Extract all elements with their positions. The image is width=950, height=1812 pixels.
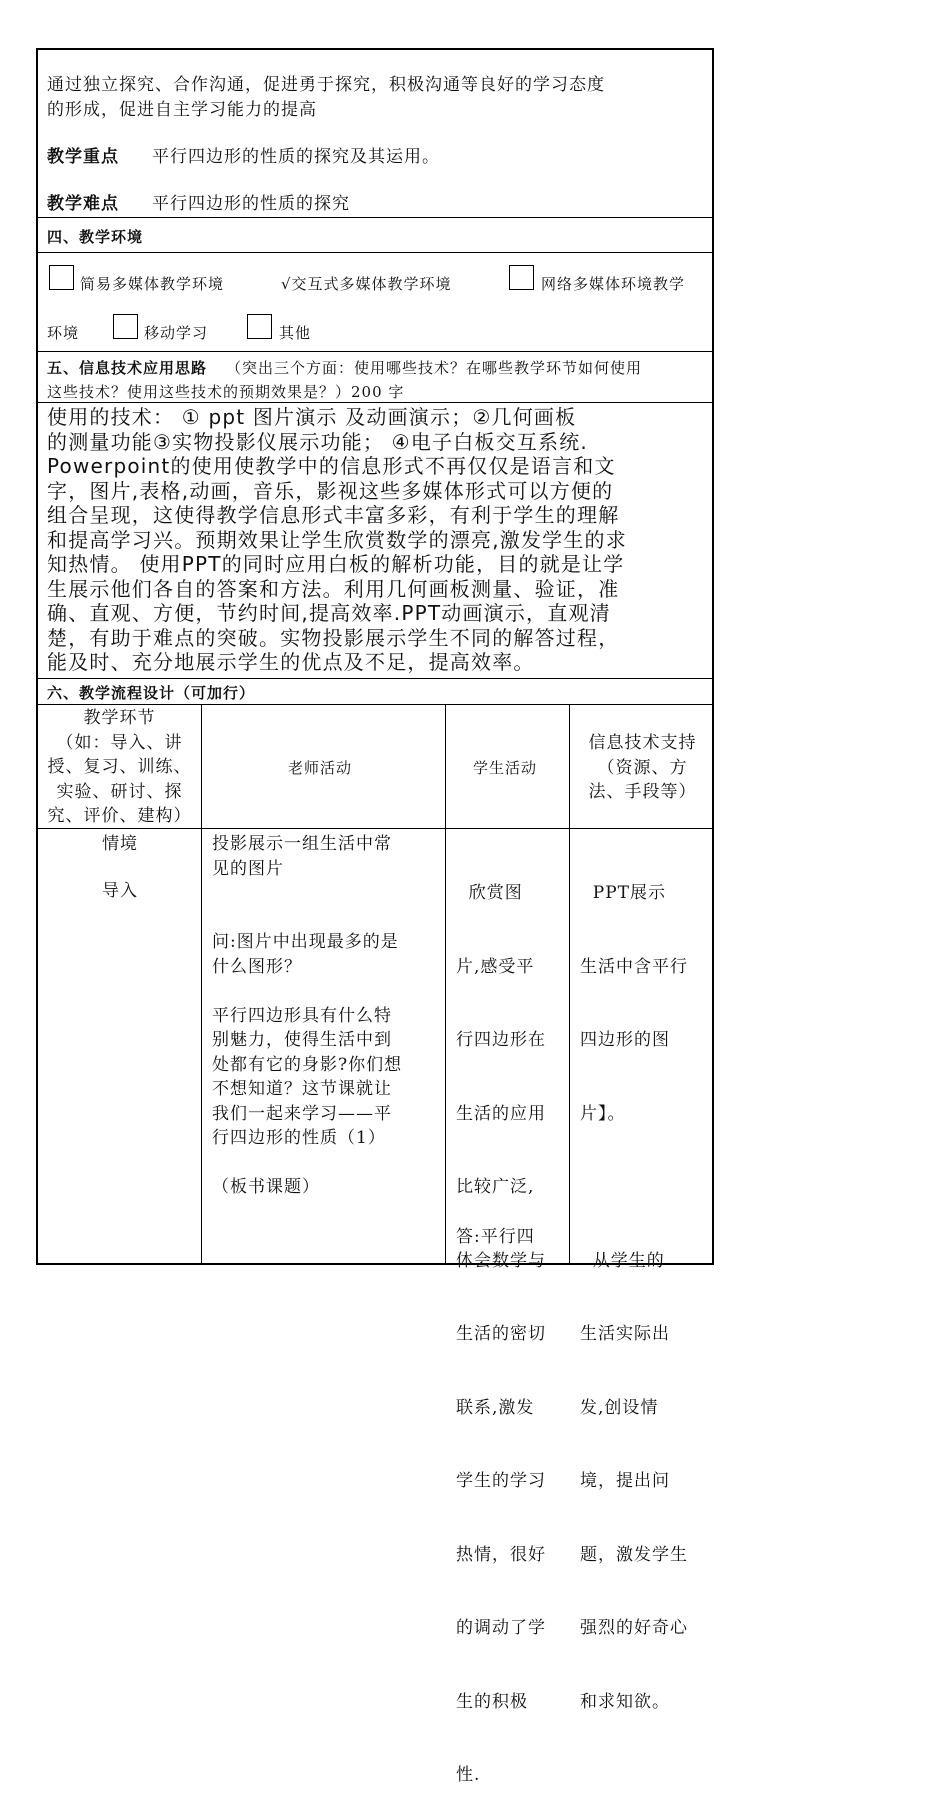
option-label: 移动学习 bbox=[144, 324, 209, 342]
student-answer: 答:平行四 bbox=[456, 1227, 535, 1247]
key-point-label: 教学重点 bbox=[47, 147, 119, 167]
text-line: （板书课题） bbox=[212, 1177, 320, 1197]
text-line: 联系,激发 bbox=[456, 1397, 535, 1418]
header-line: 究、评价、建构） bbox=[47, 806, 192, 826]
body-line: 知热情。 使用PPT的同时应用白板的解析功能，目的就是让学 bbox=[47, 552, 625, 576]
text-line: 题，激发学生 bbox=[580, 1544, 688, 1565]
column-divider bbox=[201, 704, 202, 1265]
checkbox-other[interactable] bbox=[247, 314, 272, 339]
divider bbox=[36, 351, 714, 352]
body-line: 和提高学习兴。预期效果让学生欣赏数学的漂亮,激发学生的求 bbox=[47, 527, 627, 552]
header-line: 信息技术支持 bbox=[588, 733, 697, 753]
text-line: 和求知欲。 bbox=[580, 1691, 670, 1712]
text-line: 行四边形在 bbox=[456, 1030, 546, 1050]
divider bbox=[36, 402, 714, 403]
header-line: 授、复习、训练、 bbox=[47, 757, 192, 777]
section-title: 六、教学流程设计（可加行） bbox=[47, 684, 256, 702]
section-title: 四、教学环境 bbox=[47, 228, 144, 246]
section-note: （突出三个方面：使用哪些技术？在哪些教学环节如何使用 bbox=[226, 359, 643, 377]
option-label: 简易多媒体教学环境 bbox=[80, 275, 225, 293]
body-line: 使用的技术： ① ppt 图片演示 及动画演示；②几何画板 bbox=[47, 405, 577, 429]
text-line: 片,感受平 bbox=[456, 956, 535, 977]
column-divider bbox=[569, 704, 570, 1265]
text-line: 我们一起来学习——平 bbox=[212, 1103, 392, 1124]
difficulty-label: 教学难点 bbox=[47, 194, 119, 214]
divider bbox=[36, 252, 714, 253]
text-line: 学生的学习 bbox=[456, 1471, 546, 1491]
text-line: 片】。 bbox=[580, 1103, 626, 1124]
key-point-text: 平行四边形的性质的探究及其运用。 bbox=[152, 147, 440, 167]
body-line: 能及时、充分地展示学生的优点及不足，提高效率。 bbox=[47, 650, 535, 674]
text-line: 体会数学与 bbox=[456, 1250, 546, 1271]
divider bbox=[36, 678, 714, 679]
student-activity bbox=[456, 832, 568, 1812]
body-line: 组合呈现，这使得教学信息形式丰富多彩，有利于学生的理解 bbox=[47, 503, 620, 527]
checkbox-network[interactable] bbox=[509, 265, 534, 290]
header-tech bbox=[571, 731, 714, 805]
header-line: 教学环节 bbox=[83, 708, 156, 728]
text-line: 强烈的好奇心 bbox=[580, 1618, 688, 1638]
text-line: 生活的密切 bbox=[456, 1324, 546, 1344]
text-line: 发,创设情 bbox=[580, 1397, 659, 1418]
text-line: 比较广泛, bbox=[456, 1177, 535, 1197]
text-line: 见的图片 bbox=[212, 858, 284, 879]
text-line: 什么图形？ bbox=[212, 956, 302, 977]
body-line: 生展示他们各自的答案和方法。利用几何画板测量、验证，准 bbox=[47, 576, 620, 601]
text-line: 从学生的 bbox=[580, 1250, 665, 1271]
column-divider bbox=[445, 704, 446, 1265]
stage-cell: 情境 bbox=[102, 834, 138, 854]
tech-support bbox=[580, 832, 712, 1739]
body-line: 字，图片,表格,动画，音乐，影视这些多媒体形式可以方便的 bbox=[47, 478, 614, 503]
text-line: 生活中含平行 bbox=[580, 956, 688, 977]
checkbox-mobile[interactable] bbox=[113, 314, 138, 339]
text-line: 的调动了学 bbox=[456, 1618, 546, 1638]
text-line: 欣赏图 bbox=[456, 883, 523, 903]
header-student: 学生活动 bbox=[473, 759, 538, 777]
checkbox-simple[interactable] bbox=[49, 265, 74, 290]
option-label-checked: √交互式多媒体教学环境 bbox=[281, 275, 452, 293]
body-line: 楚，有助于难点的突破。实物投影展示学生不同的解答过程， bbox=[47, 625, 620, 650]
option-label: 其他 bbox=[279, 324, 312, 342]
objectives-line: 的形成，促进自主学习能力的提高 bbox=[47, 100, 317, 120]
text-line: 生活实际出 bbox=[580, 1324, 670, 1344]
section-title: 五、信息技术应用思路 bbox=[47, 359, 208, 377]
text-line: 处都有它的身影?你们想 bbox=[212, 1054, 403, 1075]
header-teacher: 老师活动 bbox=[288, 759, 353, 777]
text-line: 生活的应用 bbox=[456, 1103, 546, 1124]
difficulty-text: 平行四边形的性质的探究 bbox=[152, 194, 350, 214]
section-note: 这些技术？使用这些技术的预期效果是？）200 字 bbox=[47, 383, 405, 401]
text-line: 不想知道？这节课就让 bbox=[212, 1079, 392, 1099]
body-line: 的测量功能③实物投影仪展示功能； ④电子白板交互系统. bbox=[47, 429, 588, 454]
body-line: 确、直观、方便，节约时间,提高效率.PPT动画演示，直观清 bbox=[47, 601, 611, 625]
text-line: 性. bbox=[456, 1765, 481, 1785]
teacher-activity bbox=[212, 832, 440, 1200]
text-line: PPT展示 bbox=[580, 883, 667, 903]
text-line: 投影展示一组生活中常 bbox=[212, 834, 392, 854]
body-line: Powerpoint的使用使教学中的信息形式不再仅仅是语言和文 bbox=[47, 454, 616, 478]
header-stage bbox=[38, 706, 201, 829]
header-line: 实验、研讨、探 bbox=[56, 781, 183, 802]
text-line: 平行四边形具有什么特 bbox=[212, 1005, 392, 1026]
text-line: 四边形的图 bbox=[580, 1030, 670, 1050]
text-line: 境，提出问 bbox=[580, 1471, 670, 1491]
text-line: 问:图片中出现最多的是 bbox=[212, 932, 399, 952]
objectives-line: 通过独立探究、合作沟通，促进勇于探究，积极沟通等良好的学习态度 bbox=[47, 75, 605, 95]
header-line: （资源、方 bbox=[597, 757, 688, 778]
header-line: 法、手段等） bbox=[588, 782, 697, 802]
text-line: 热情，很好 bbox=[456, 1544, 546, 1565]
option-label: 网络多媒体环境教学 bbox=[541, 275, 686, 293]
divider bbox=[36, 217, 714, 218]
text-line: 生的积极 bbox=[456, 1691, 528, 1712]
stage-cell: 导入 bbox=[102, 881, 138, 901]
divider bbox=[36, 704, 714, 705]
header-line: （如：导入、讲 bbox=[56, 732, 183, 753]
text-line: 别魅力，使得生活中到 bbox=[212, 1030, 392, 1050]
option-label: 环境 bbox=[47, 324, 80, 342]
text-line: 行四边形的性质（1） bbox=[212, 1128, 386, 1148]
